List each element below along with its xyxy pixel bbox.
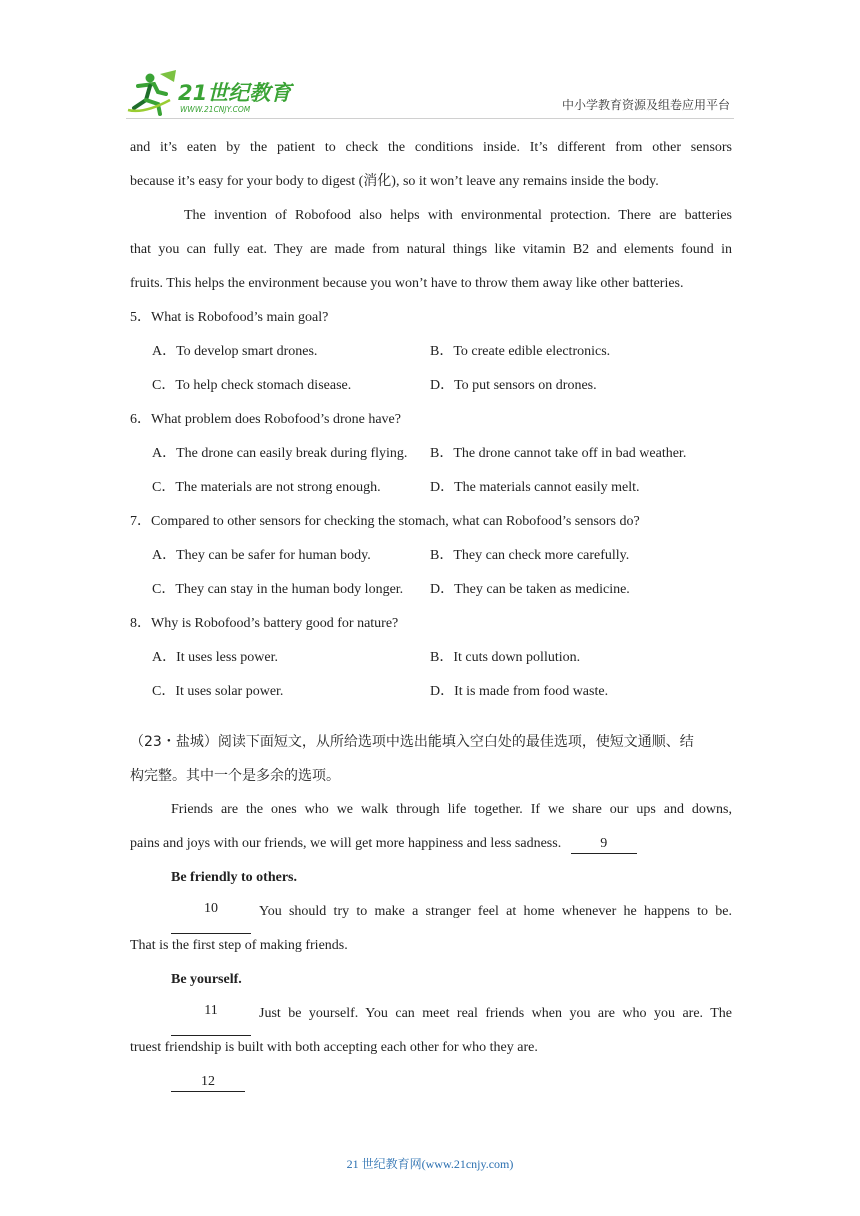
option: D．It is made from food waste. bbox=[430, 684, 609, 699]
option-row bbox=[130, 544, 732, 578]
runner-icon bbox=[128, 70, 176, 114]
document-body bbox=[130, 136, 732, 1104]
option-row bbox=[130, 340, 732, 374]
blank-11: 11 bbox=[171, 1002, 251, 1036]
option-row bbox=[130, 374, 732, 408]
passage-text: pains and joys with our friends, we will get more happiness and less sadness. bbox=[130, 836, 562, 851]
option-row bbox=[130, 646, 732, 680]
passage-line: The invention of Robofood also helps with environmental protection. There are batteries bbox=[184, 208, 732, 223]
passage-line: fruits. This helps the environment because you won’t have to throw them away like other batteries. bbox=[130, 276, 684, 291]
section-instruction: 构完整。其中一个是多余的选项。 bbox=[130, 768, 340, 784]
passage-line bbox=[130, 1070, 732, 1104]
option: C．They can stay in the human body longer. bbox=[152, 582, 404, 597]
passage-line bbox=[130, 900, 732, 934]
passage-line: that you can fully eat. They are made from natural things like vitamin B2 and elements found in bbox=[130, 242, 732, 257]
header-divider bbox=[126, 118, 734, 119]
passage-line: Friends are the ones who we walk through life together. If we share our ups and downs, bbox=[171, 802, 732, 817]
question-stem: 7．Compared to other sensors for checking the stomach, what can Robofood’s sensors do? bbox=[130, 514, 640, 529]
option: B．The drone cannot take off in bad weather. bbox=[430, 446, 687, 461]
passage-line: That is the first step of making friends. bbox=[130, 938, 348, 953]
footer-link[interactable]: 21 世纪教育网(www.21cnjy.com) bbox=[346, 1157, 514, 1171]
passage-line bbox=[130, 1002, 732, 1036]
option: C．The materials are not strong enough. bbox=[152, 480, 381, 495]
section-heading: Be friendly to others. bbox=[171, 870, 297, 885]
21cnjy-logo bbox=[124, 70, 294, 118]
option: B．It cuts down pollution. bbox=[430, 650, 581, 665]
passage-text: You should try to make a stranger feel at home whenever he happens to be. bbox=[259, 904, 732, 919]
passage-line: because it’s easy for your body to digest (消化), so it won’t leave any remains inside the body. bbox=[130, 174, 659, 189]
option: C．It uses solar power. bbox=[152, 684, 284, 699]
question-stem: 6．What problem does Robofood’s drone have? bbox=[130, 412, 401, 427]
section-instruction: （23・盐城）阅读下面短文，从所给选项中选出能填入空白处的最佳选项，使短文通顺、结 bbox=[130, 734, 694, 750]
logo-url-text: WWW.21CNJY.COM bbox=[180, 105, 251, 114]
logo-text: 21世纪教育 bbox=[178, 81, 292, 105]
passage-line: truest friendship is built with both accepting each other for who they are. bbox=[130, 1040, 538, 1055]
blank-12: 12 bbox=[171, 1073, 245, 1092]
option: B．To create edible electronics. bbox=[430, 344, 611, 359]
option-row bbox=[130, 476, 732, 510]
option: D．The materials cannot easily melt. bbox=[430, 480, 640, 495]
passage-line bbox=[130, 832, 732, 866]
passage-text: Just be yourself. You can meet real friends when you are who you are. The bbox=[259, 1006, 732, 1021]
option: B．They can check more carefully. bbox=[430, 548, 630, 563]
option-row bbox=[130, 442, 732, 476]
header-platform-title: 中小学教育资源及组卷应用平台 bbox=[561, 98, 730, 112]
section-spacer bbox=[130, 714, 732, 730]
blank-9: 9 bbox=[571, 835, 637, 854]
option: A．It uses less power. bbox=[152, 650, 278, 665]
section-heading: Be yourself. bbox=[171, 972, 242, 987]
option: D．They can be taken as medicine. bbox=[430, 582, 630, 597]
question-stem: 5．What is Robofood’s main goal? bbox=[130, 310, 329, 325]
option: D．To put sensors on drones. bbox=[430, 378, 597, 393]
passage-line: and it’s eaten by the patient to check the conditions inside. It’s different from other sensors bbox=[130, 140, 732, 155]
question-stem: 8．Why is Robofood’s battery good for nature? bbox=[130, 616, 399, 631]
option: A．To develop smart drones. bbox=[152, 344, 318, 359]
option: C．To help check stomach disease. bbox=[152, 378, 352, 393]
option-row bbox=[130, 578, 732, 612]
option: A．The drone can easily break during flying. bbox=[152, 446, 408, 461]
blank-10: 10 bbox=[171, 900, 251, 934]
option-row bbox=[130, 680, 732, 714]
option: A．They can be safer for human body. bbox=[152, 548, 371, 563]
